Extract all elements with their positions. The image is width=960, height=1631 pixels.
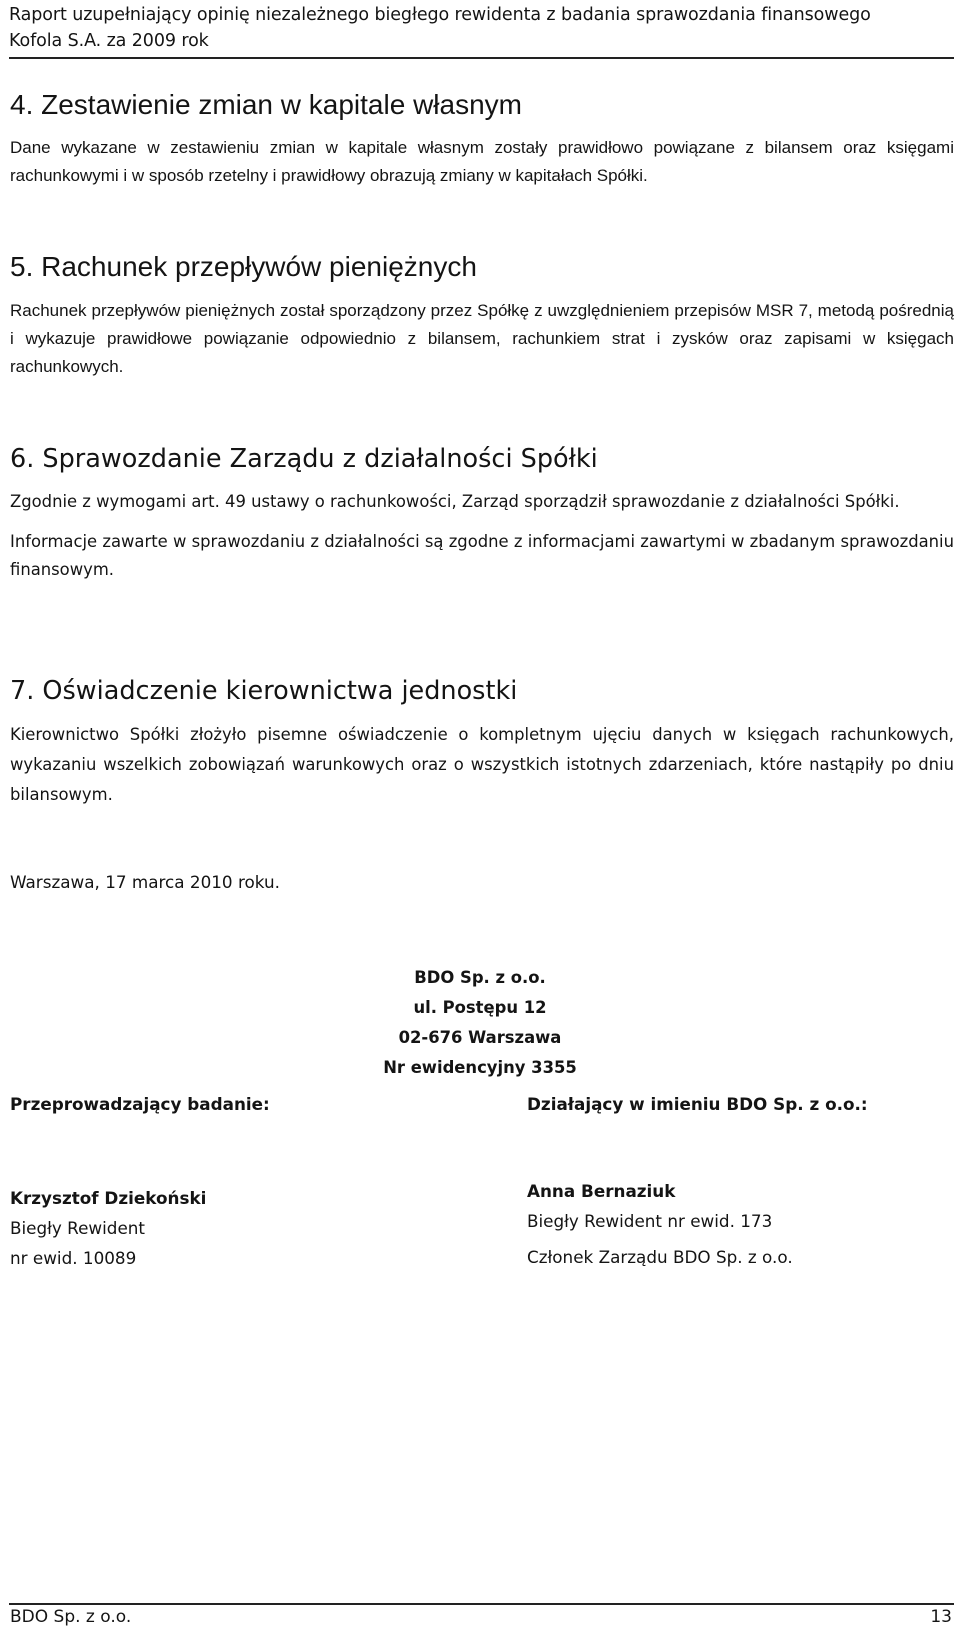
section-equity-changes bbox=[10, 88, 954, 190]
firm-street: ul. Postępu 12 bbox=[413, 998, 547, 1017]
representative-signature-block bbox=[527, 1176, 793, 1272]
representative-title: Biegły Rewident nr ewid. 173 bbox=[527, 1211, 773, 1231]
header-subtitle: Kofola S.A. za 2009 rok bbox=[9, 31, 209, 51]
section-cash-flow bbox=[10, 250, 954, 381]
firm-stamp bbox=[340, 963, 620, 1083]
firm-name: BDO Sp. z o.o. bbox=[414, 968, 546, 987]
section-paragraph: Dane wykazane w zestawieniu zmian w kapitale własnym zostały prawidłowo powiązane z bilansem oraz księgami rachunkowymi i w sposób rzetelny i prawidłowy obrazują zmiany w kapitałach Spółki. bbox=[10, 138, 954, 185]
auditor-label: Przeprowadzający badanie: bbox=[10, 1094, 270, 1114]
section-heading: 4. Zestawienie zmian w kapitale własnym bbox=[10, 89, 522, 120]
footer-divider bbox=[9, 1603, 954, 1605]
section-paragraph: Kierownictwo Spółki złożyło pisemne oświadczenie o kompletnym ujęciu danych w księgach rachunkowych, wykazaniu wszelkich zobowiązań warunkowych oraz o wszystkich istotnych zdarzeniach, które nastąpiły po dniu bilansowym. bbox=[10, 725, 954, 804]
representative-name: Anna Bernaziuk bbox=[527, 1181, 676, 1201]
firm-registry-number: Nr ewidencyjny 3355 bbox=[383, 1058, 577, 1077]
section-management-report bbox=[10, 442, 954, 584]
footer-company: BDO Sp. z o.o. bbox=[10, 1607, 132, 1627]
auditor-title: Biegły Rewident bbox=[10, 1218, 145, 1238]
auditor-name: Krzysztof Dziekoński bbox=[10, 1188, 207, 1208]
section-heading: 6. Sprawozdanie Zarządu z działalności Spółki bbox=[10, 444, 598, 474]
representative-role: Członek Zarządu BDO Sp. z o.o. bbox=[527, 1247, 793, 1267]
section-heading: 5. Rachunek przepływów pieniężnych bbox=[10, 251, 477, 282]
page-number: 13 bbox=[930, 1607, 952, 1627]
section-heading: 7. Oświadczenie kierownictwa jednostki bbox=[10, 676, 518, 706]
page-header bbox=[9, 2, 954, 59]
representative-label: Działający w imieniu BDO Sp. z o.o.: bbox=[527, 1094, 868, 1114]
section-management-statement bbox=[10, 674, 954, 810]
firm-city: 02-676 Warszawa bbox=[398, 1028, 562, 1047]
header-title: Raport uzupełniający opinię niezależnego biegłego rewidenta z badania sprawozdania finansowego bbox=[9, 5, 871, 25]
section-paragraph: Zgodnie z wymogami art. 49 ustawy o rachunkowości, Zarząd sporządził sprawozdanie z działalności Spółki. bbox=[10, 492, 900, 511]
place-and-date: Warszawa, 17 marca 2010 roku. bbox=[10, 872, 280, 892]
section-paragraph: Informacje zawarte w sprawozdaniu z działalności są zgodne z informacjami zawartymi w zbadanym sprawozdaniu finansowym. bbox=[10, 532, 954, 579]
auditor-registry-number: nr ewid. 10089 bbox=[10, 1248, 137, 1268]
auditor-signature-block bbox=[10, 1183, 206, 1273]
section-paragraph: Rachunek przepływów pieniężnych został sporządzony przez Spółkę z uwzględnieniem przepisów MSR 7, metodą pośrednią i wykazuje prawidłowe powiązanie odpowiednio z bilansem, rachunkiem strat i zysków oraz zapisami w księgach rachunkowych. bbox=[10, 301, 954, 376]
